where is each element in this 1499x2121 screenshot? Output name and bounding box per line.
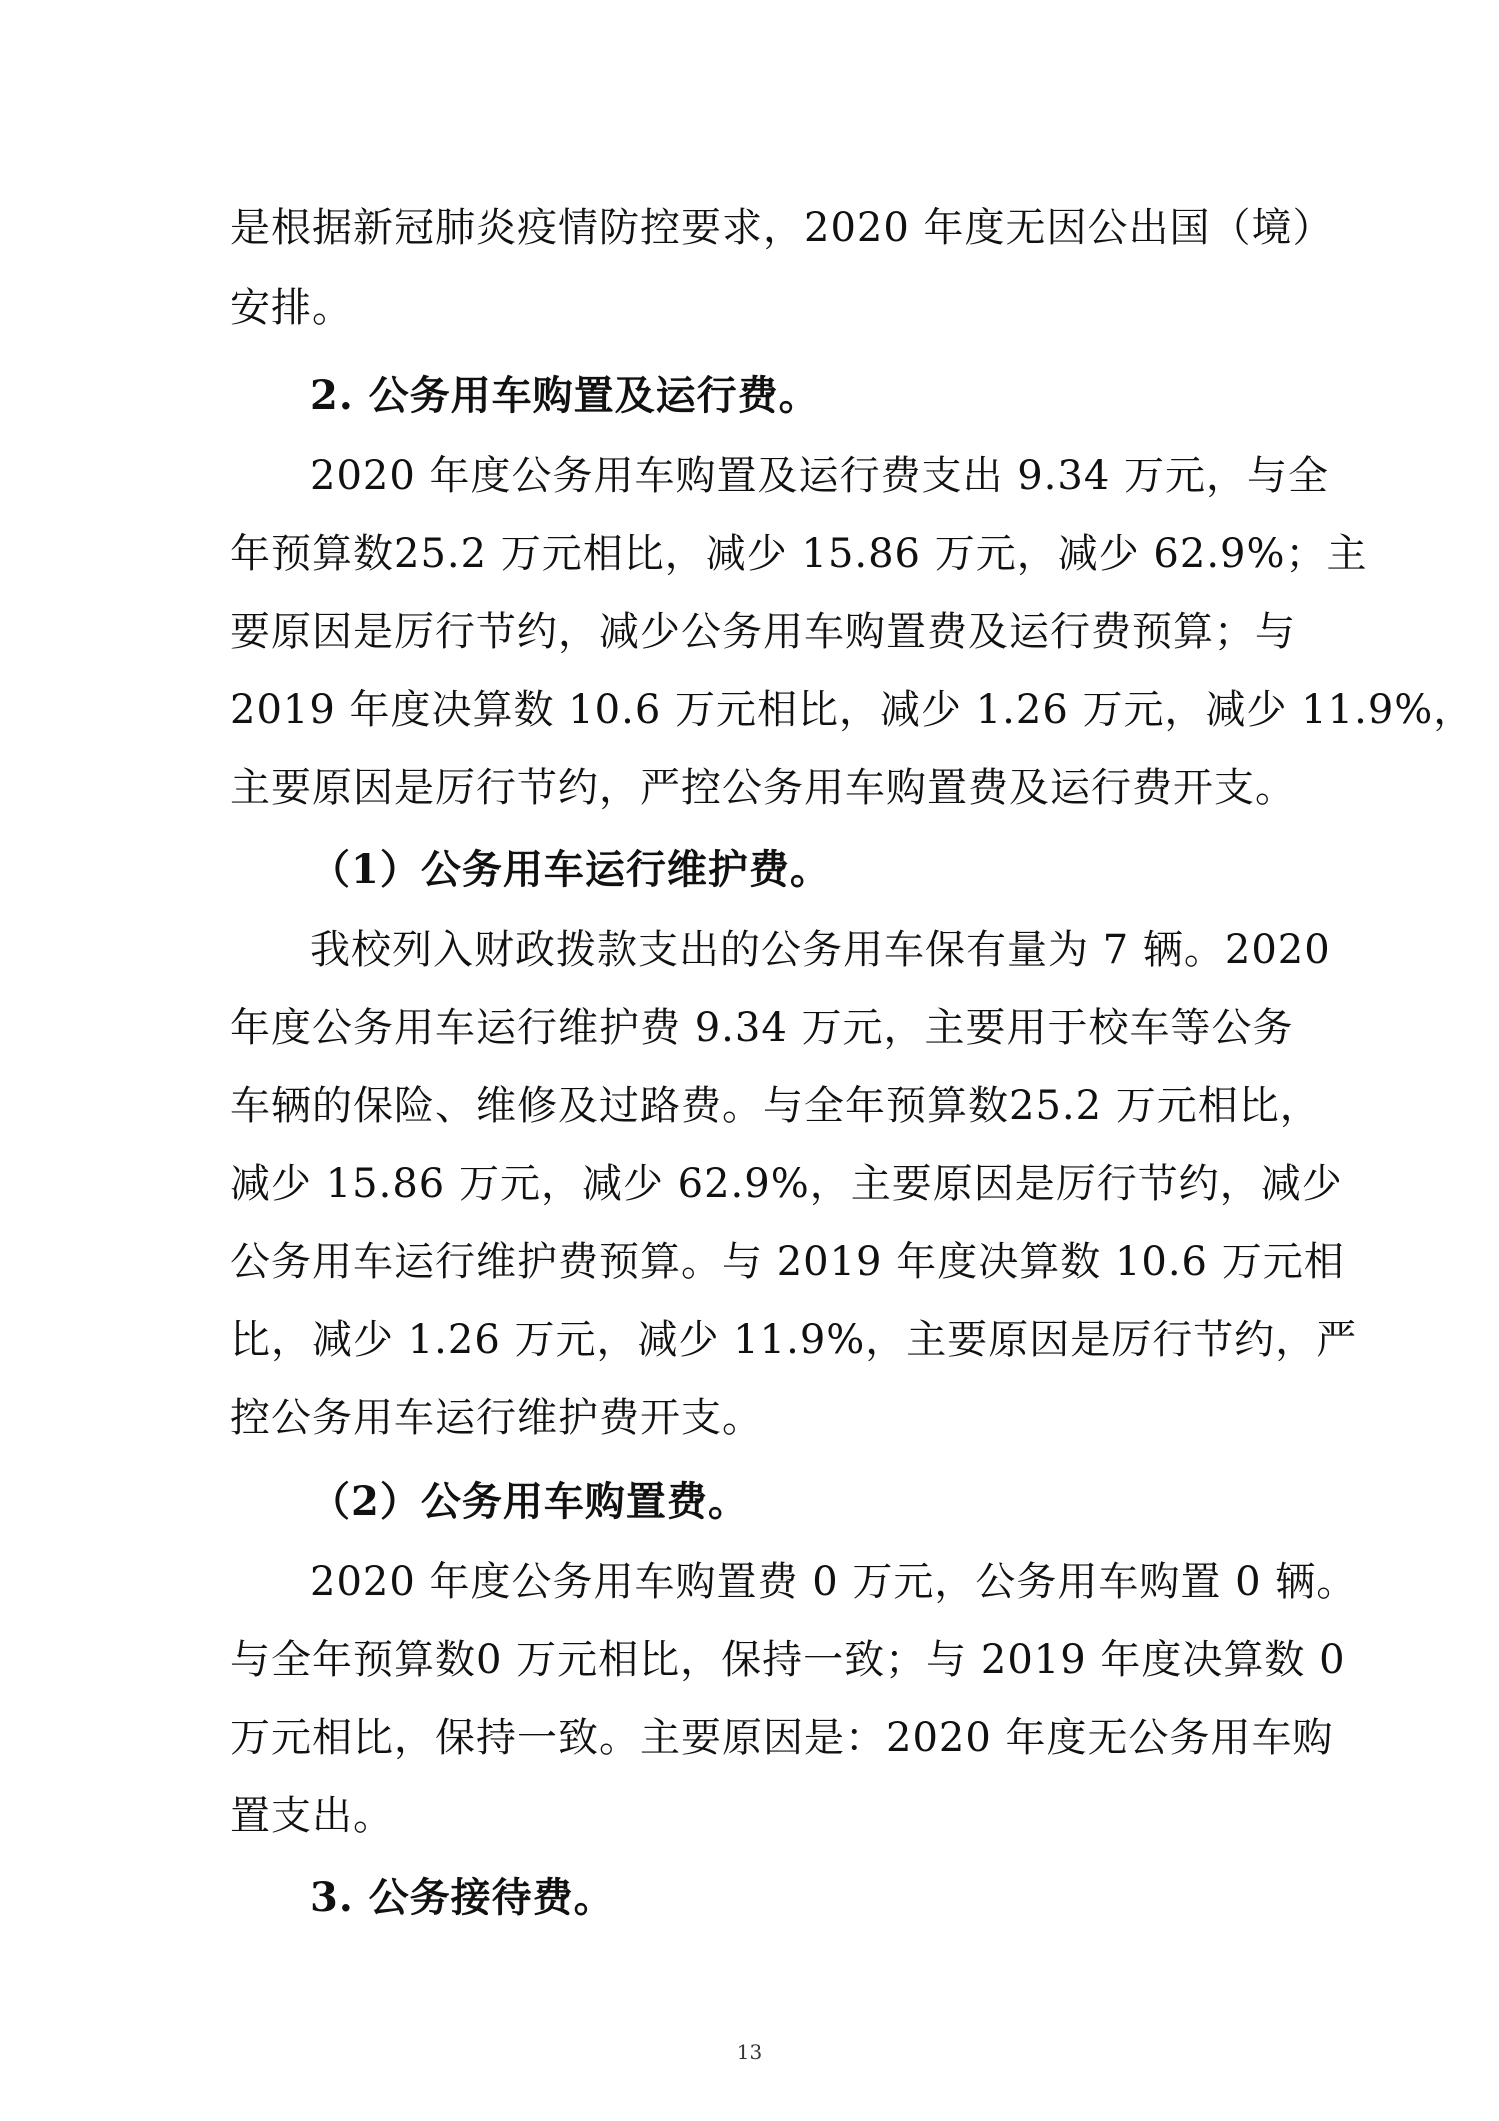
body-line-2: 安排。 — [230, 285, 353, 331]
body-line-15: 比，减少 1.26 万元，减少 11.9%，主要原因是厉行节约，严 — [230, 1317, 1358, 1363]
body-line-12: 车辆的保险、维修及过路费。与全年预算数25.2 万元相比， — [230, 1083, 1321, 1129]
body-line-7: 2019 年度决算数 10.6 万元相比，减少 1.26 万元，减少 11.9%， — [230, 687, 1475, 733]
subsection-heading-maintenance: （1）公务用车运行维护费。 — [310, 846, 831, 893]
body-line-16: 控公务用车运行维护费开支。 — [230, 1395, 763, 1441]
body-line-6: 要原因是厉行节约，减少公务用车购置费及运行费预算；与 — [230, 609, 1296, 655]
body-line-14: 公务用车运行维护费预算。与 2019 年度决算数 10.6 万元相 — [230, 1239, 1345, 1285]
section-heading-vehicle-costs: 2. 公务用车购置及运行费。 — [310, 372, 820, 419]
body-line-13: 减少 15.86 万元，减少 62.9%，主要原因是厉行节约，减少 — [230, 1161, 1343, 1207]
body-line-10: 我校列入财政拨款支出的公务用车保有量为 7 辆。2020 — [310, 927, 1331, 973]
section-heading-reception: 3. 公务接待费。 — [310, 1874, 615, 1921]
body-line-18: 2020 年度公务用车购置费 0 万元，公务用车购置 0 辆。 — [310, 1559, 1358, 1605]
body-line-20: 万元相比，保持一致。主要原因是：2020 年度无公务用车购 — [230, 1715, 1334, 1761]
body-line-11: 年度公务用车运行维护费 9.34 万元，主要用于校车等公务 — [230, 1005, 1294, 1051]
page-number: 13 — [736, 2040, 763, 2064]
body-line-1: 是根据新冠肺炎疫情防控要求，2020 年度无因公出国（境） — [230, 205, 1334, 251]
body-line-19: 与全年预算数0 万元相比，保持一致；与 2019 年度决算数 0 — [230, 1637, 1346, 1683]
body-line-4: 2020 年度公务用车购置及运行费支出 9.34 万元，与全 — [310, 453, 1330, 499]
body-line-8: 主要原因是厉行节约，严控公务用车购置费及运行费开支。 — [230, 765, 1296, 811]
body-line-21: 置支出。 — [230, 1793, 394, 1839]
body-line-5: 年预算数25.2 万元相比，减少 15.86 万元，减少 62.9%；主 — [230, 531, 1368, 577]
subsection-heading-purchase: （2）公务用车购置费。 — [310, 1478, 749, 1525]
